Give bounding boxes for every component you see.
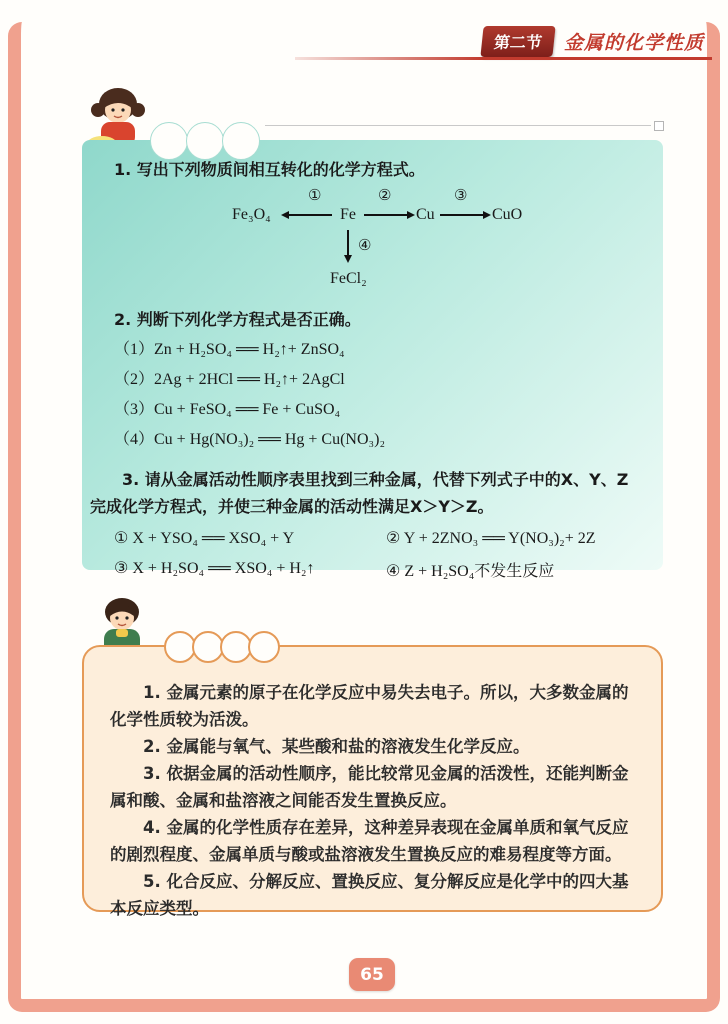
summary-item-4: 4. 金属的化学性质存在差异，这种差异表现在金属单质和氧气反应的剧烈程度、金属单质与酸或盐溶液发生置换反应的难易程度等方面。 [110,818,629,864]
line-end-square [654,121,664,131]
equation-q3-2: ② Y + 2ZNO₃ ══ Y(NO₃)₂+ 2Z [386,530,596,547]
page-header [482,26,704,57]
equation-q2-4: （4）Cu + Hg(NO₃)₂ ══ Hg + Cu(NO₃)₂ [114,431,386,448]
arrow-down-icon [347,230,349,256]
header-rule [295,57,712,60]
question-1: 1. 写出下列物质间相互转化的化学方程式。 [114,160,425,179]
equation-q2-2: （2）2Ag + 2HCl ══ H₂↑+ 2AgCl [114,371,345,388]
summary-box [82,645,663,918]
scallop-decoration [150,122,188,160]
exercise-box [82,140,663,580]
equation-q2-1: （1）Zn + H₂SO₄ ══ H₂↑+ ZnSO₄ [114,341,345,358]
conversion-diagram [82,186,663,298]
circled-number-1: ① [308,188,322,204]
decorative-line [265,125,651,126]
scallop-decoration [222,122,260,160]
summary-item-1: 1. 金属元素的原子在化学反应中易失去电子。所以，大多数金属的化学性质较为活泼。 [110,683,629,729]
scallop-decoration [186,122,224,160]
formula-fe: Fe [340,206,356,223]
equation-q3-3: ③ X + H₂SO₄ ══ XSO₄ + H₂↑ [114,560,315,577]
circled-number-3: ③ [454,188,468,204]
section-title: 金属的化学性质 [563,32,704,54]
scallop-decoration [248,631,280,663]
circled-number-4: ④ [358,238,372,254]
formula-cu: Cu [416,206,435,223]
equation-q2-3: （3）Cu + FeSO₄ ══ Fe + CuSO₄ [114,401,341,418]
arrow-left-icon [288,214,332,216]
question-3: 3. 请从金属活动性顺序表里找到三种金属，代替下列式子中的X、Y、Z完成化学方程式，并使三种金属的活动性满足X＞Y＞Z。 [90,470,629,516]
equation-q3-4: ④ Z + H₂SO₄不发生反应 [386,563,555,580]
formula-cuo: CuO [492,206,523,223]
summary-item-3: 3. 依据金属的活动性顺序，能比较常见金属的活泼性，还能判断金属和酸、金属和盐溶液之间能否发生置换反应。 [110,764,629,810]
question-2: 2. 判断下列化学方程式是否正确。 [114,310,361,329]
formula-fecl2: FeCl₂ [330,270,367,287]
circled-number-2: ② [378,188,392,204]
arrow-right-icon [364,214,408,216]
summary-item-2: 2. 金属能与氧气、某些酸和盐的溶液发生化学反应。 [143,737,530,756]
summary-item-5: 5. 化合反应、分解反应、置换反应、复分解反应是化学中的四大基本反应类型。 [110,872,629,918]
arrow-right-icon [440,214,484,216]
page-number-badge [349,958,395,991]
page-number: 65 [360,964,384,985]
equation-q3-1: ① X + YSO₄ ══ XSO₄ + Y [114,530,295,547]
section-badge: 第二节 [480,26,555,57]
formula-fe3o4: Fe₃O₄ [232,206,271,223]
question-3-equations [114,528,651,581]
